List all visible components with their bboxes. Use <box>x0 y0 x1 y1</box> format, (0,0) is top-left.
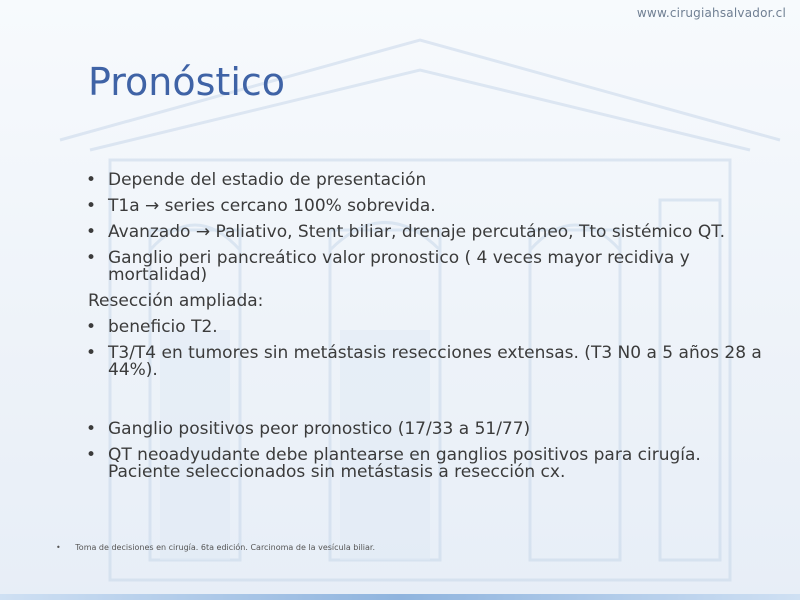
bullet-text: Ganglio peri pancreático valor pronostico ( 4 veces mayor recidiva y mortalidad) <box>108 248 690 285</box>
bullet-text: beneficio T2. <box>108 317 218 337</box>
website-url: www.cirugiahsalvador.cl <box>636 6 786 20</box>
bullet-text: T3/T4 en tumores sin metástasis resecciones extensas. (T3 N0 a 5 años 28 a 44%). <box>108 343 762 380</box>
subheading: Resección ampliada: <box>88 291 264 311</box>
bullet-icon: • <box>86 343 97 363</box>
bullet-text: T1a → series cercano 100% sobrevida. <box>108 196 436 216</box>
bullet-icon: • <box>86 170 97 190</box>
bullet-text: Ganglio positivos peor pronostico (17/33 a 51/77) <box>108 419 531 439</box>
bullet-item <box>84 172 774 189</box>
bullet-text: Depende del estadio de presentación <box>108 170 427 190</box>
bullet-icon: • <box>86 248 97 268</box>
bullet-icon: • <box>86 222 97 242</box>
bottom-accent-bar <box>0 594 800 600</box>
bullet-icon: • <box>86 445 97 465</box>
bullet-item <box>84 421 774 438</box>
footnote <box>56 543 375 552</box>
bullet-item <box>84 345 774 379</box>
bullet-text: Avanzado → Paliativo, Stent biliar, drenaje percutáneo, Tto sistémico QT. <box>108 222 725 242</box>
footnote-bullet-icon: • <box>56 543 61 552</box>
bullet-item <box>84 250 774 284</box>
bullet-icon: • <box>86 317 97 337</box>
bullet-item <box>84 224 774 241</box>
footnote-text: Toma de decisiones en cirugía. 6ta edición. Carcinoma de la vesícula biliar. <box>75 543 376 552</box>
spacer <box>84 388 774 421</box>
bullet-item <box>84 447 774 481</box>
slide-title: Pronóstico <box>88 60 286 104</box>
bullet-icon: • <box>86 419 97 439</box>
bullet-item <box>84 198 774 215</box>
bullet-icon: • <box>86 196 97 216</box>
slide-content <box>84 172 774 490</box>
bullet-item <box>84 319 774 336</box>
bullet-text: QT neoadyudante debe plantearse en ganglios positivos para cirugía. Paciente seleccionados sin metástasis a resección cx. <box>108 445 701 482</box>
